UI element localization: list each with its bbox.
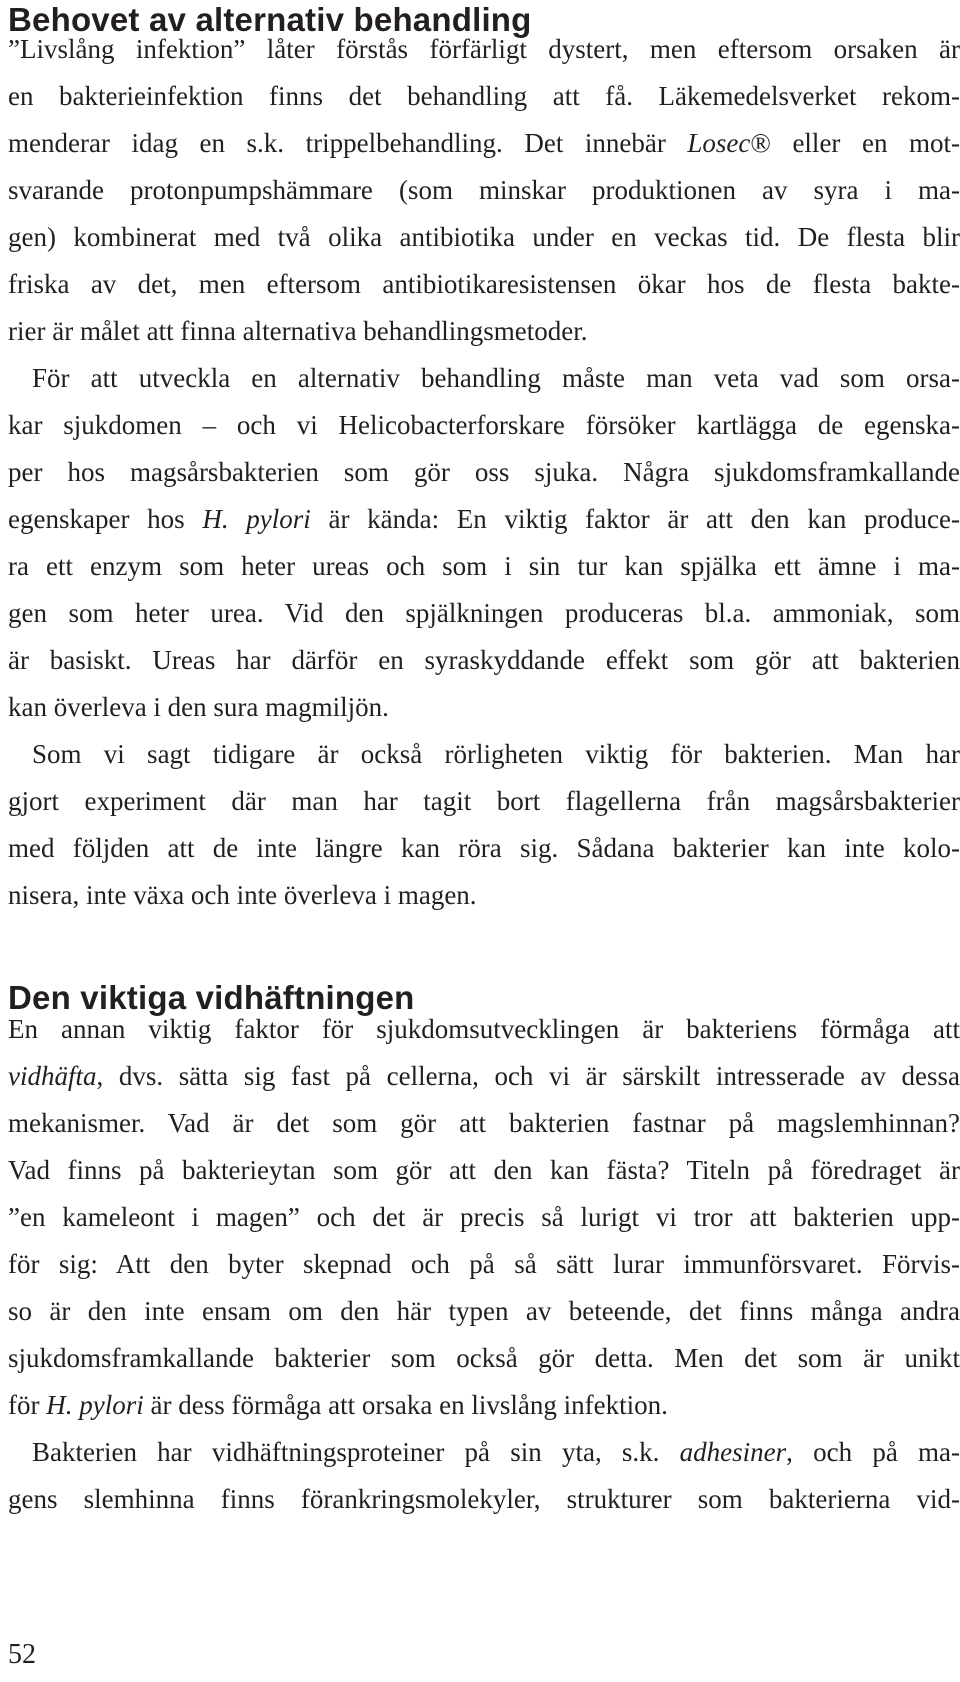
- text-line: rier är målet att finna alternativa behandlingsmetoder.: [8, 316, 588, 346]
- text-line: per hos magsårsbakterien som gör oss sjuka. Några sjukdomsframkallande: [8, 457, 960, 487]
- text-line: mekanismer. Vad är det som gör att bakterien fastnar på magslemhinnan?: [8, 1108, 960, 1138]
- text-line: För att utveckla en alternativ behandling måste man veta vad som orsa-: [32, 363, 960, 393]
- text-line: sjukdomsframkallande bakterier som också gör detta. Men det som är unikt: [8, 1343, 960, 1373]
- text-line: för H. pylori är dess förmåga att orsaka en livslång infektion.: [8, 1390, 668, 1420]
- text-line: kan överleva i den sura magmiljön.: [8, 692, 389, 722]
- text-line: vidhäfta, dvs. sätta sig fast på cellerna, och vi är särskilt intresserade av dessa: [8, 1061, 960, 1091]
- text-line: för sig: Att den byter skepnad och på så sätt lurar immunförsvaret. Förvis-: [8, 1249, 960, 1279]
- text-line: menderar idag en s.k. trippelbehandling. Det innebär Losec® eller en mot-: [8, 128, 960, 158]
- section-heading-adhesion: Den viktiga vidhäftningen: [8, 979, 415, 1016]
- italic-term: vidhäfta: [8, 1061, 97, 1091]
- section-body-adhesion: [8, 1006, 960, 1523]
- text-line: Som vi sagt tidigare är också rörligheten viktig för bakterien. Man har: [32, 739, 960, 769]
- text-line: egenskaper hos H. pylori är kända: En viktig faktor är att den kan produce-: [8, 504, 960, 534]
- text-line: so är den inte ensam om den här typen av beteende, det finns många andra: [8, 1296, 960, 1326]
- text-line: med följden att de inte längre kan röra sig. Sådana bakterier kan inte kolo-: [8, 833, 960, 863]
- text-line: gjort experiment där man har tagit bort flagellerna från magsårsbakterier: [8, 786, 960, 816]
- section-body-alternative-treatment: [8, 26, 960, 919]
- italic-term: H. pylori: [202, 504, 311, 534]
- italic-term: Losec: [687, 128, 751, 158]
- text-line: ”Livslång infektion” låter förstås förfärligt dystert, men eftersom orsaken är: [8, 34, 960, 64]
- text-line: gen) kombinerat med två olika antibiotika under en veckas tid. De flesta blir: [8, 222, 960, 252]
- text-line: svarande protonpumpshämmare (som minskar produktionen av syra i ma-: [8, 175, 960, 205]
- page-number: 52: [8, 1639, 36, 1670]
- italic-term: H. pylori: [46, 1390, 144, 1420]
- italic-term: adhesiner: [679, 1437, 787, 1467]
- text-line: en bakterieinfektion finns det behandling att få. Läkemedelsverket rekom-: [8, 81, 960, 111]
- text-line: gens slemhinna finns förankringsmolekyler, strukturer som bakterierna vid-: [8, 1484, 960, 1514]
- text-line: friska av det, men eftersom antibiotikaresistensen ökar hos de flesta bakte-: [8, 269, 960, 299]
- text-line: nisera, inte växa och inte överleva i magen.: [8, 880, 477, 910]
- text-line: Vad finns på bakterieytan som gör att den kan fästa? Titeln på föredraget är: [8, 1155, 960, 1185]
- text-line: ra ett enzym som heter ureas och som i sin tur kan spjälka ett ämne i ma-: [8, 551, 960, 581]
- text-line: ”en kameleont i magen” och det är precis så lurigt vi tror att bakterien upp-: [8, 1202, 960, 1232]
- text-line: kar sjukdomen – och vi Helicobacterforskare försöker kartlägga de egenska-: [8, 410, 960, 440]
- text-line: Bakterien har vidhäftningsproteiner på sin yta, s.k. adhesiner, och på ma-: [32, 1437, 960, 1467]
- text-line: En annan viktig faktor för sjukdomsutvecklingen är bakteriens förmåga att: [8, 1014, 960, 1044]
- section-heading-alternative-treatment: Behovet av alternativ behandling: [8, 1, 532, 38]
- text-line: gen som heter urea. Vid den spjälkningen produceras bl.a. ammoniak, som: [8, 598, 960, 628]
- text-line: är basiskt. Ureas har därför en syraskyddande effekt som gör att bakterien: [8, 645, 960, 675]
